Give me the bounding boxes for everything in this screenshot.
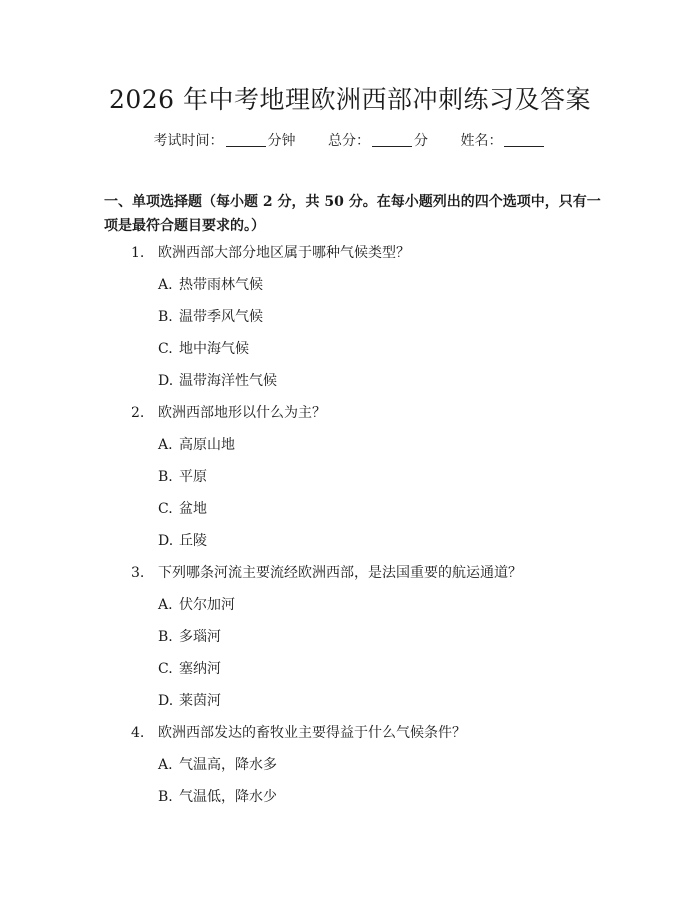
time-label: 考试时间： — [153, 133, 224, 149]
option-letter: D. — [158, 533, 174, 549]
option-3-a[interactable] — [158, 595, 235, 615]
option-4-b[interactable] — [158, 787, 277, 807]
option-3-d[interactable] — [158, 691, 221, 711]
score-unit: 分 — [414, 133, 428, 149]
option-2-a[interactable] — [158, 435, 235, 455]
option-letter: C. — [158, 501, 173, 517]
option-2-c[interactable] — [158, 499, 207, 519]
option-2-b[interactable] — [158, 467, 207, 487]
option-2-d[interactable] — [158, 531, 207, 551]
question-number: 2. — [131, 405, 145, 421]
name-label: 姓名： — [460, 133, 503, 149]
option-letter: A. — [158, 437, 173, 453]
option-letter: C. — [158, 341, 173, 357]
option-text: 盆地 — [179, 501, 207, 517]
question-2 — [131, 403, 326, 423]
section-heading: 一、单项选择题（每小题 2 分，共 50 分。在每小题列出的四个选项中，只有一项是最符合题目要求的。） — [104, 194, 601, 234]
option-text: 气温低，降水少 — [179, 789, 277, 805]
option-4-a[interactable] — [158, 755, 277, 775]
option-letter: D. — [158, 373, 174, 389]
option-1-a[interactable] — [158, 275, 263, 295]
option-1-b[interactable] — [158, 307, 263, 327]
question-number: 1. — [131, 245, 145, 261]
question-text: 欧洲西部大部分地区属于哪种气候类型？ — [158, 245, 410, 261]
option-text: 塞纳河 — [179, 661, 221, 677]
option-text: 气温高，降水多 — [179, 757, 277, 773]
option-text: 地中海气候 — [179, 341, 249, 357]
option-text: 伏尔加河 — [179, 597, 235, 613]
option-letter: A. — [158, 277, 173, 293]
option-letter: A. — [158, 757, 173, 773]
option-text: 高原山地 — [179, 437, 235, 453]
question-text: 下列哪条河流主要流经欧洲西部，是法国重要的航运通道？ — [158, 565, 522, 581]
question-text: 欧洲西部地形以什么为主？ — [158, 405, 326, 421]
option-text: 平原 — [179, 469, 207, 485]
question-4 — [131, 723, 466, 743]
option-letter: D. — [158, 693, 174, 709]
question-3 — [131, 563, 522, 583]
time-unit: 分钟 — [267, 133, 296, 149]
question-number: 4. — [131, 725, 145, 741]
option-text: 热带雨林气候 — [179, 277, 263, 293]
option-letter: A. — [158, 597, 173, 613]
option-1-d[interactable] — [158, 371, 277, 391]
option-letter: C. — [158, 661, 173, 677]
option-3-b[interactable] — [158, 627, 221, 647]
option-text: 温带海洋性气候 — [179, 373, 277, 389]
question-1 — [131, 243, 410, 263]
question-text: 欧洲西部发达的畜牧业主要得益于什么气候条件？ — [158, 725, 466, 741]
option-3-c[interactable] — [158, 659, 221, 679]
option-letter: B. — [158, 789, 173, 805]
option-letter: B. — [158, 469, 173, 485]
question-number: 3. — [131, 565, 145, 581]
option-1-c[interactable] — [158, 339, 249, 359]
option-letter: B. — [158, 309, 173, 325]
option-letter: B. — [158, 629, 173, 645]
option-text: 多瑙河 — [179, 629, 221, 645]
option-text: 温带季风气候 — [179, 309, 263, 325]
option-text: 莱茵河 — [179, 693, 221, 709]
page-title: 2026 年中考地理欧洲西部冲刺练习及答案 — [108, 85, 592, 114]
score-label: 总分： — [328, 133, 370, 149]
option-text: 丘陵 — [179, 533, 207, 549]
